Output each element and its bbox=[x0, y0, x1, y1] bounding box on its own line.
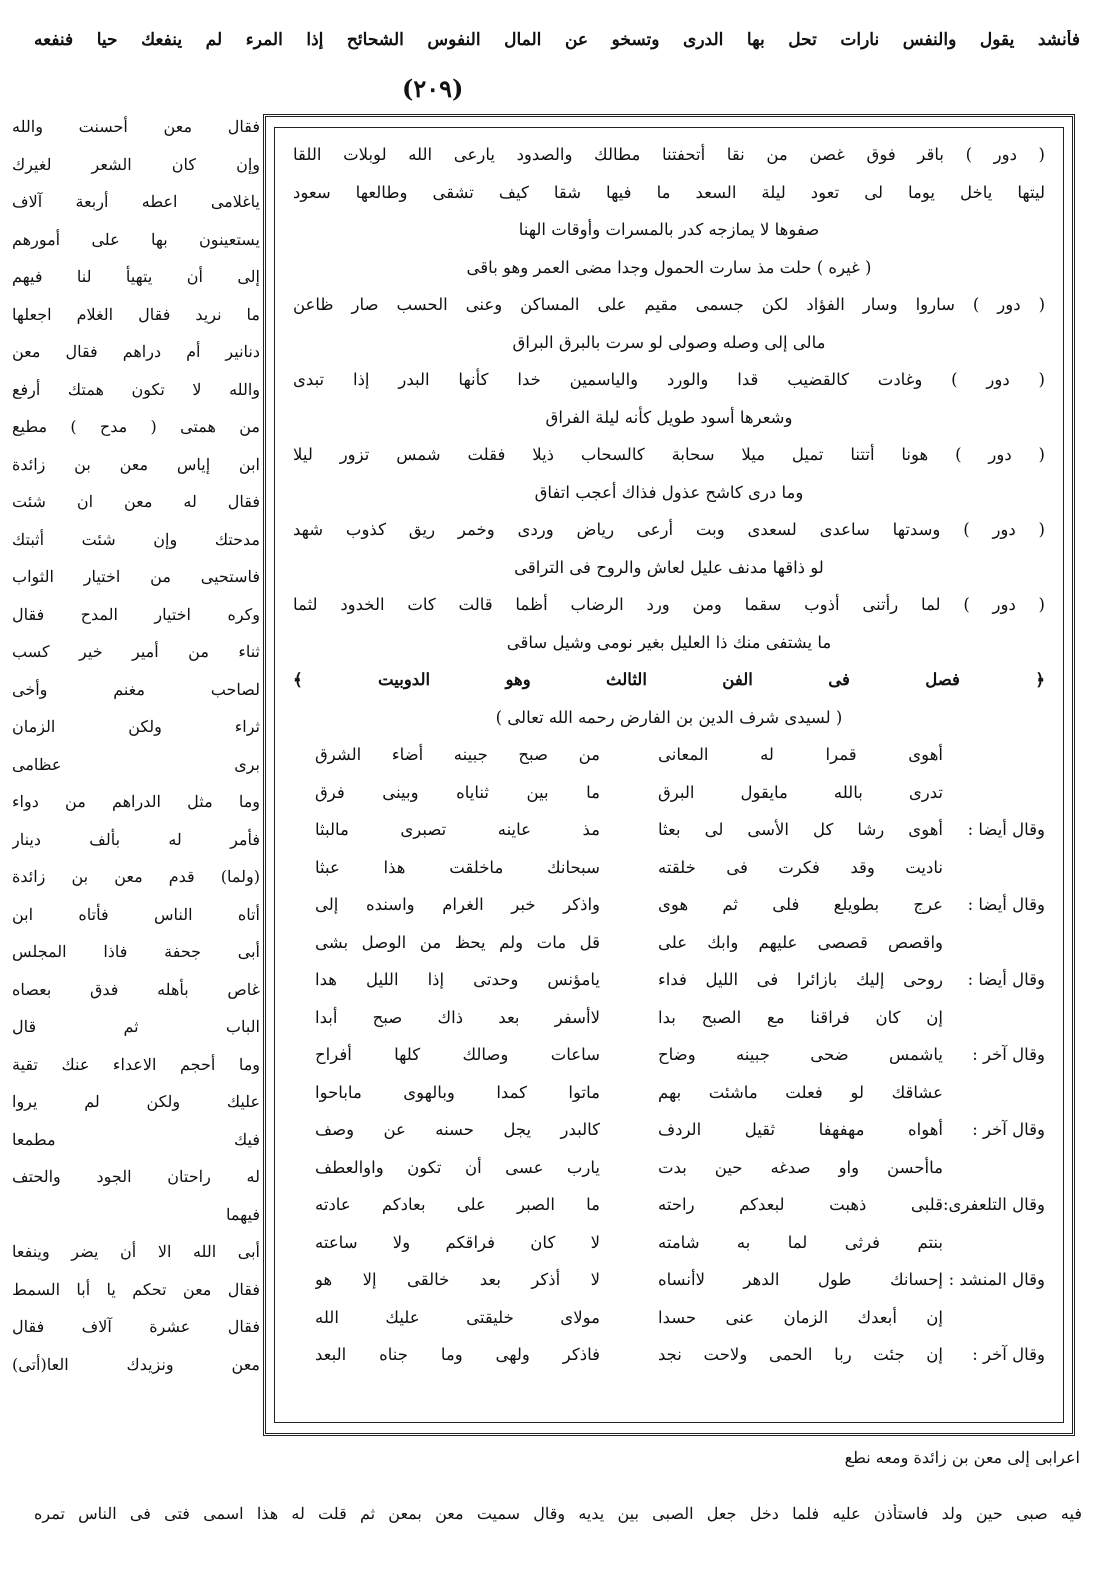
poem-hemistich-second: سبحانك ماخلقت هذا عبثا bbox=[315, 857, 600, 877]
poem-row bbox=[293, 849, 1045, 887]
poem-row bbox=[293, 1336, 1045, 1374]
poem-hemistich-first: أهوى قمرا له المعانى bbox=[658, 745, 943, 764]
poem-row bbox=[293, 999, 1045, 1037]
poem-row bbox=[293, 961, 1045, 999]
poem-speaker: وقال أيضا : bbox=[967, 820, 1045, 839]
verse-line: ليتها ياخل يوما لى تعود ليلة السعد ما فيها شقا كيف تشقى وطالعها سعود bbox=[293, 182, 1045, 202]
page-number: (٢٠٩) bbox=[402, 74, 464, 103]
margin-line: فيك مطمعا bbox=[12, 1129, 260, 1149]
verse-line: وشعرها أسود طويل كأنه ليلة الفراق bbox=[545, 407, 793, 427]
margin-line: إلى أن يتهيأ لنا فيهم bbox=[12, 267, 260, 286]
poem-hemistich-first: إحسانك طول الدهر لاأنساه bbox=[658, 1270, 943, 1289]
header-line-1: فأنشد يقول والنفس نارات تحل بها الدرى وتسخو عن المال النفوس الشحائح إذا المرء لم ينفعك حيا فنفعه bbox=[34, 30, 1080, 50]
poem-speaker bbox=[943, 1074, 1045, 1112]
poem-hemistich-second: يارب عسى أن تكون واوالعطف bbox=[315, 1157, 600, 1177]
margin-line: ثناء من أمير خير كسب bbox=[12, 642, 260, 661]
poem-speaker: وقال آخر : bbox=[972, 1045, 1045, 1064]
margin-line: فاستحيى من اختيار الثواب bbox=[12, 567, 260, 586]
margin-line: يستعينون بها على أمورهم bbox=[12, 229, 260, 249]
margin-line: الباب ثم قال bbox=[12, 1017, 260, 1036]
poem-hemistich-second: ماتوا كمدا وبالهوى ماباحوا bbox=[315, 1082, 600, 1102]
poem-hemistich-second: ما الصبر على بعادكم عادته bbox=[315, 1195, 600, 1214]
poem-hemistich-first: بنتم فرثى لما به شامته bbox=[658, 1232, 943, 1252]
poem-speaker bbox=[943, 999, 1045, 1037]
section-subtitle: ( لسيدى شرف الدين بن الفارض رحمه الله تعالى ) bbox=[495, 707, 843, 727]
margin-line: ياغلامى اعطه أربعة آلاف bbox=[12, 192, 260, 211]
margin-line: مدحتك وإن شئت أثبتك bbox=[12, 529, 260, 549]
poem-row bbox=[293, 1149, 1045, 1187]
poem-row bbox=[293, 1299, 1045, 1337]
margin-line: وإن كان الشعر لغيرك bbox=[12, 154, 260, 174]
verse-line: صفوها لا يمازجه كدر بالمسرات وأوقات الهنا bbox=[518, 220, 820, 239]
poem-speaker bbox=[943, 924, 1045, 962]
poem-speaker: وقال التلعفرى: bbox=[942, 1195, 1045, 1214]
poem-hemistich-first: قلبى ذهبت لبعدكم راحته bbox=[658, 1195, 943, 1214]
margin-line: فأمر له بألف دينار bbox=[12, 829, 260, 849]
poem-row bbox=[293, 924, 1045, 962]
margin-line: عليك ولكن لم يروا bbox=[12, 1092, 260, 1111]
poem-hemistich-first: تدرى بالله مايقول البرق bbox=[658, 782, 943, 802]
margin-line: وكره اختيار المدح فقال bbox=[12, 604, 260, 624]
margin-line: وما مثل الدراهم من دواء bbox=[12, 792, 260, 811]
margin-line: ما نريد فقال الغلام اجعلها bbox=[12, 304, 260, 324]
poem-row bbox=[293, 1261, 1045, 1299]
margin-line: ثراء ولكن الزمان bbox=[12, 717, 260, 736]
poem-speaker bbox=[943, 1224, 1045, 1262]
poem-hemistich-first: روحى إليك بازائرا فى الليل فداء bbox=[658, 970, 943, 989]
margin-line: فقال عشرة آلاف فقال bbox=[12, 1317, 260, 1336]
footer-line-2: فيه صبى حين ولد فاستأذن عليه فلما دخل جعل الصبى بين يديه وقال سميت معن بمعن ثم قلت له هذا اسمى فتى فى الناس تمره bbox=[34, 1504, 1082, 1523]
margin-line: غاص بأهله فدق بعصاه bbox=[12, 979, 260, 999]
poem-row bbox=[293, 774, 1045, 812]
poem-hemistich-second: فاذكر ولهى وما جناه البعد bbox=[315, 1345, 600, 1364]
margin-line: معن ونزيدك العا(أتى) bbox=[12, 1354, 260, 1374]
main-frame-inner bbox=[274, 127, 1064, 1423]
poem-speaker: وقال أيضا : bbox=[967, 895, 1045, 914]
margin-line: أبى جحفة فاذا المجلس bbox=[12, 942, 260, 961]
poem-hemistich-second: كالبدر يجل حسنه عن وصف bbox=[315, 1120, 600, 1139]
poem-hemistich-first: أهوى رشا كل الأسى لى بعثا bbox=[658, 820, 943, 839]
poem-hemistich-first: ماأحسن واو صدغه حين بدت bbox=[658, 1157, 943, 1177]
margin-line: أبى الله الا أن يضر وينفعا bbox=[12, 1242, 260, 1261]
poem-hemistich-first: ناديت وقد فكرت فى خلقته bbox=[658, 857, 943, 877]
poem-hemistich-second: قل مات ولم يحظ من الوصل بشى bbox=[315, 932, 600, 952]
poem-hemistich-first: إن أبعدك الزمان عنى حسدا bbox=[658, 1307, 943, 1327]
verse-line: ( دور ) وغادت كالقضيب قدا والورد والياسمين خدا كأنها البدر إذا تبدى bbox=[293, 370, 1045, 389]
verse-line: ( دور ) هونا أتتنا تميل ميلا سحابة كالسحاب ذيلا فقلت شمس تزور ليلا bbox=[293, 445, 1045, 464]
poem-row bbox=[293, 1224, 1045, 1262]
poem-hemistich-second: يامؤنس وحدتى إذا الليل هدا bbox=[315, 970, 600, 989]
poem-hemistich-first: إن جئت ربا الحمى ولاحت نجد bbox=[658, 1345, 943, 1364]
margin-line: فقال له معن ان شئت bbox=[12, 492, 260, 511]
main-content bbox=[293, 136, 1045, 1374]
poem-speaker: وقال أيضا : bbox=[967, 970, 1045, 989]
dubayt-poems bbox=[293, 736, 1045, 1374]
poem-row bbox=[293, 736, 1045, 774]
margin-line: دنانير أم دراهم فقال معن bbox=[12, 342, 260, 361]
poem-row bbox=[293, 1074, 1045, 1112]
poem-speaker bbox=[943, 774, 1045, 812]
verse-line: وما درى كاشح عذول فذاك أعجب اتفاق bbox=[534, 482, 804, 502]
margin-line: والله لا تكون همتك أرفع bbox=[12, 379, 260, 399]
margin-line: فقال معن تحكم يا أبا السمط bbox=[12, 1279, 260, 1299]
footer-line-1: اعرابى إلى معن بن زائدة ومعه نطع bbox=[844, 1448, 1080, 1467]
poem-row bbox=[293, 1186, 1045, 1224]
verse-line: مالى إلى وصله وصولى لو سرت بالبرق البراق bbox=[512, 332, 826, 352]
margin-line: وما أحجم الاعداء عنك تقية bbox=[12, 1054, 260, 1074]
verse-line: ( دور ) وسدتها ساعدى لسعدى وبت أرعى رياض وردى وخمر ريق كذوب شهد bbox=[293, 520, 1045, 539]
margin-commentary bbox=[12, 108, 260, 1448]
poem-hemistich-first: ياشمس ضحى جبينه وضاح bbox=[658, 1045, 943, 1064]
margin-line: (ولما) قدم معن بن زائدة bbox=[12, 867, 260, 886]
verse-line: ( دور ) ساروا وسار الفؤاد لكن جسمى مقيم على المساكن وعنى الحسب صار ظاعن bbox=[293, 295, 1045, 314]
main-frame bbox=[263, 114, 1075, 1436]
poem-hemistich-first: أهواه مهفهفا ثقيل الردف bbox=[658, 1120, 943, 1139]
margin-line: أتاه الناس فأتاه ابن bbox=[12, 904, 260, 924]
poem-row bbox=[293, 1111, 1045, 1149]
poem-row bbox=[293, 1036, 1045, 1074]
poem-hemistich-first: عشاقك لو فعلت ماشئت بهم bbox=[658, 1082, 943, 1102]
margin-line: برى عظامى bbox=[12, 754, 260, 774]
poem-hemistich-first: واقصص قصصى عليهم وابك على bbox=[658, 932, 943, 952]
verse-line: ما يشتفى منك ذا العليل بغير نومى وشيل ساقى bbox=[506, 632, 832, 652]
margin-line: فيهما bbox=[226, 1204, 260, 1224]
poem-hemistich-second: لا كان فراقكم ولا ساعته bbox=[315, 1232, 600, 1252]
poem-speaker bbox=[943, 1149, 1045, 1187]
poem-row bbox=[293, 811, 1045, 849]
poem-speaker bbox=[943, 1299, 1045, 1337]
poem-speaker: وقال آخر : bbox=[972, 1345, 1045, 1364]
poem-hemistich-second: لا أذكر بعد خالقى إلا هو bbox=[315, 1270, 600, 1289]
margin-line: من همتى ( مدح ) مطيع bbox=[12, 417, 260, 436]
poem-row bbox=[293, 886, 1045, 924]
poem-hemistich-second: ساعات وصالك كلها أفراح bbox=[315, 1045, 600, 1064]
poem-hemistich-second: مولاى خليقتى عليك الله bbox=[315, 1307, 600, 1327]
verse-line: ( غيره ) حلت مذ سارت الحمول وجدا مضى العمر وهو باقى bbox=[466, 257, 872, 277]
margin-line: فقال معن أحسنت والله bbox=[12, 117, 260, 136]
poem-hemistich-second: مذ عاينه تصبرى مالبثا bbox=[315, 820, 600, 839]
verse-line: ( دور ) لما رأتنى أذوب سقما ومن ورد الرضاب أظما قالت كات الخدود لثما bbox=[293, 595, 1045, 614]
verse-line: لو ذاقها مدنف عليل لعاش والروح فى التراقى bbox=[514, 557, 824, 577]
poem-hemistich-first: إن كان فراقنا مع الصبح بدا bbox=[658, 1007, 943, 1027]
poem-hemistich-second: واذكر خبر الغرام واسنده إلى bbox=[315, 895, 600, 914]
poem-speaker bbox=[943, 736, 1045, 774]
poem-speaker bbox=[943, 849, 1045, 887]
poem-hemistich-second: من صبح جبينه أضاء الشرق bbox=[315, 745, 600, 764]
margin-line: لصاحب مغنم وأخى bbox=[12, 679, 260, 699]
zajal-verses bbox=[293, 136, 1045, 661]
verse-line: ( دور ) باقر فوق غصن من نقا أتحفتنا مطالك والصدود يارعى الله لوبلات اللقا bbox=[293, 145, 1045, 164]
poem-hemistich-second: لاأسفر بعد ذاك صبح أبدا bbox=[315, 1007, 600, 1027]
poem-speaker: وقال آخر : bbox=[972, 1120, 1045, 1139]
section-title: ﴿ فصل فى الفن الثالث وهو الدوبيت ﴾ bbox=[293, 670, 1045, 689]
poem-speaker: وقال المنشد : bbox=[948, 1270, 1045, 1289]
poem-hemistich-second: ما بين ثناياه وبينى فرق bbox=[315, 782, 600, 802]
margin-line: ابن إياس معن بن زائدة bbox=[12, 454, 260, 474]
margin-line: له راحتان الجود والحتف bbox=[12, 1167, 260, 1186]
poem-hemistich-first: عرج بطويلع فلى ثم هوى bbox=[658, 895, 943, 914]
